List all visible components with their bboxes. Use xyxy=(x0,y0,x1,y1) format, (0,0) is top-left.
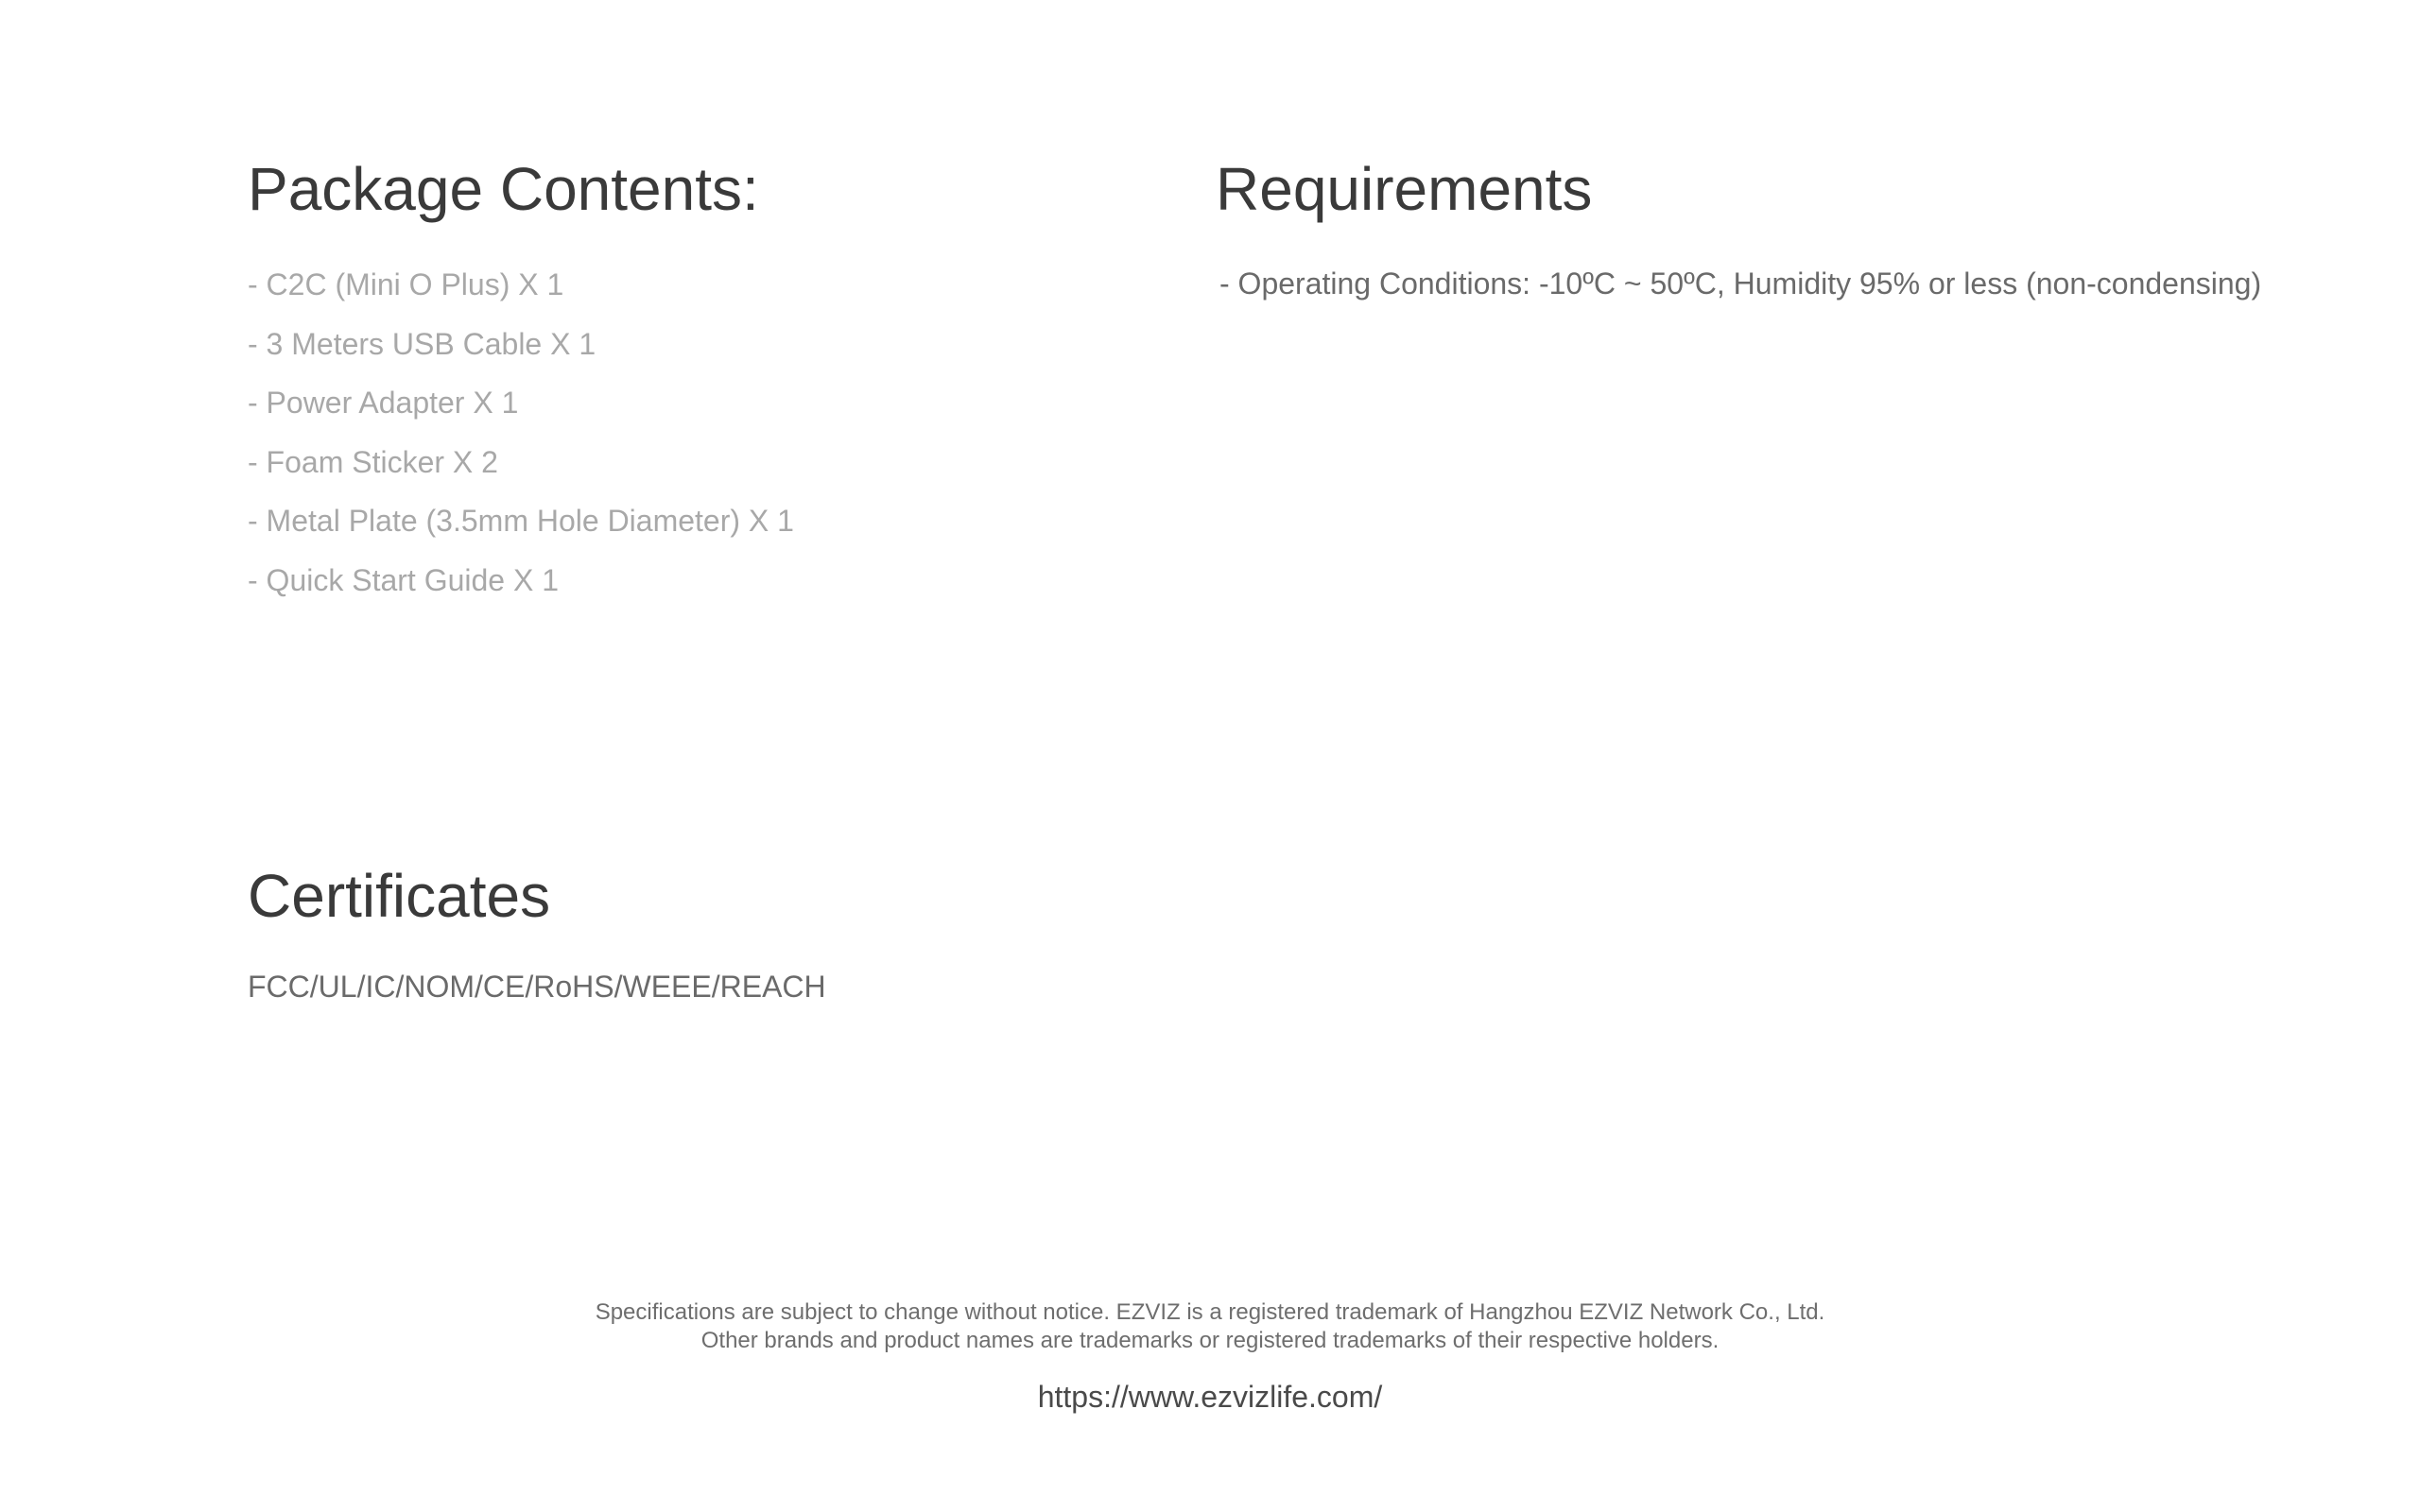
certificates-heading: Certificates xyxy=(248,862,551,930)
footer-disclaimer-line-2: Other brands and product names are trademarks or registered trademarks of their respective holders. xyxy=(700,1328,1720,1353)
package-contents-list xyxy=(248,255,794,610)
page-footer xyxy=(0,1298,2420,1418)
list-item: - C2C (Mini O Plus) X 1 xyxy=(248,267,564,301)
list-item: - Power Adapter X 1 xyxy=(248,386,519,420)
list-item: - Quick Start Guide X 1 xyxy=(248,562,560,597)
requirements-heading: Requirements xyxy=(1216,155,1593,223)
operating-conditions-text: - Operating Conditions: -10ºC ~ 50ºC, Humidity 95% or less (non-condensing) xyxy=(1219,266,2262,301)
list-item: - Metal Plate (3.5mm Hole Diameter) X 1 xyxy=(248,504,794,538)
list-item: - Foam Sticker X 2 xyxy=(248,444,498,479)
footer-disclaimer-line-1: Specifications are subject to change without notice. EZVIZ is a registered trademark of Hangzhou EZVIZ Network Co., Ltd. xyxy=(595,1299,1825,1325)
certificates-list-text: FCC/UL/IC/NOM/CE/RoHS/WEEE/REACH xyxy=(248,970,826,1004)
package-contents-heading: Package Contents: xyxy=(248,155,759,223)
website-link[interactable]: https://www.ezvizlife.com/ xyxy=(1037,1380,1383,1414)
list-item: - 3 Meters USB Cable X 1 xyxy=(248,326,596,361)
